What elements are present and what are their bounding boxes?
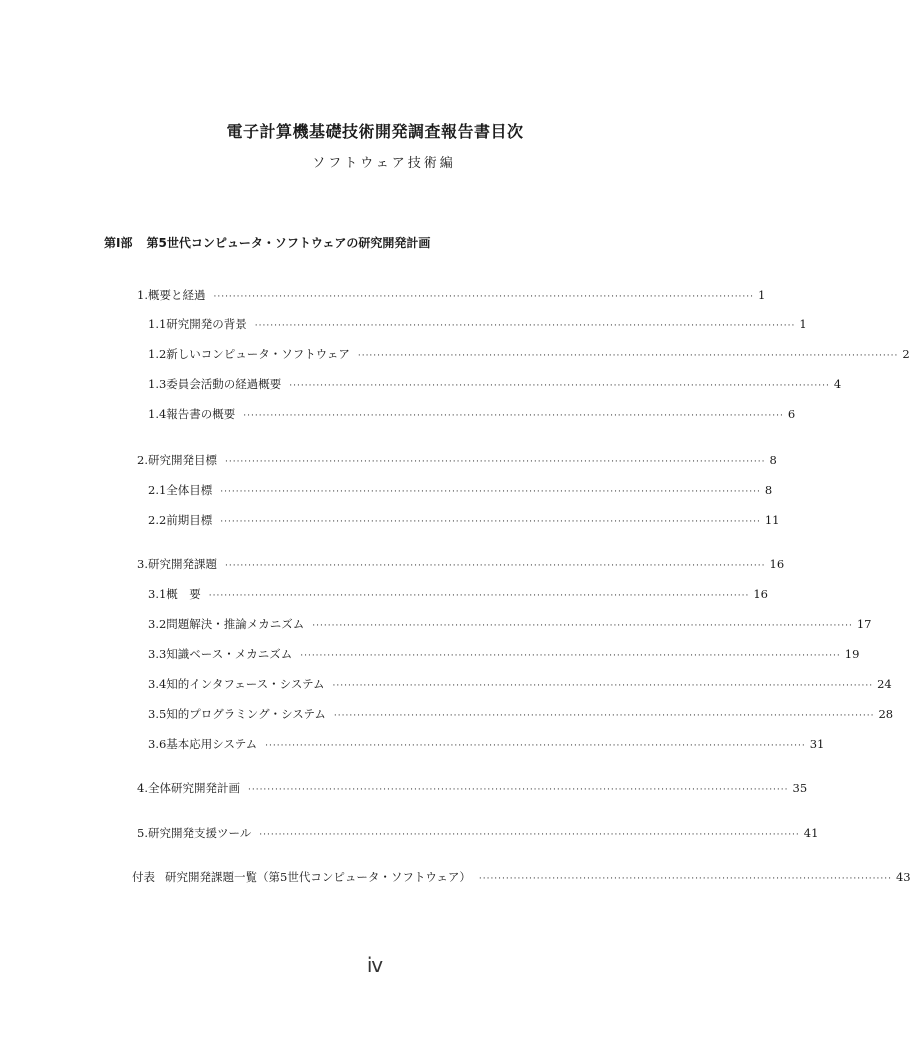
entry-page: 11 [764, 513, 780, 527]
toc-entry [148, 406, 796, 422]
entry-label: 全体研究開発計画 [147, 781, 240, 795]
entry-label: 概 要 [166, 587, 201, 601]
entry-label: 新しいコンピュータ・ソフトウェア [166, 347, 350, 361]
toc-entry [137, 452, 777, 468]
leader-dots: ············································································································································ [312, 621, 853, 631]
entry-page: 1 [758, 288, 766, 302]
entry-number: 3.5 [148, 707, 167, 721]
entry-page: 16 [753, 587, 768, 601]
entry-page: 41 [803, 826, 819, 840]
entry-page: 2 [902, 347, 910, 361]
entry-number: 1.1 [148, 317, 167, 331]
entry-number: 1.4 [148, 407, 167, 421]
part-heading [104, 234, 444, 251]
entry-number: 4. [137, 781, 148, 795]
appendix-leader: ··········································································································· [478, 874, 892, 884]
entry-number: 3.1 [148, 587, 167, 601]
entry-page: 31 [809, 737, 825, 751]
toc-entry [148, 676, 892, 692]
entry-page: 8 [764, 483, 773, 497]
document-title: 電子計算機基礎技術開発調査報告書目次 [226, 122, 524, 141]
toc-entry [148, 376, 842, 392]
leader-dots: ············································································································································ [220, 517, 761, 527]
entry-page: 6 [787, 407, 796, 421]
entry-label: 前期目標 [166, 513, 213, 527]
entry-number: 2. [137, 453, 148, 467]
document-subtitle: ソフトウェア技術編 [312, 156, 456, 171]
leader-dots: ············································································································································ [208, 591, 750, 601]
entry-number: 3.2 [148, 617, 167, 631]
entry-number: 3.3 [148, 647, 167, 661]
part-number: 第Ⅰ部 [104, 236, 133, 250]
entry-number: 2.1 [148, 483, 167, 497]
entry-label: 基本応用システム [166, 737, 258, 751]
leader-dots: ············································································································································ [224, 457, 766, 467]
leader-dots: ············································································································································ [224, 561, 766, 571]
leader-dots: ············································································································································ [332, 681, 874, 691]
entry-label: 全体目標 [166, 483, 213, 497]
leader-dots: ············································································································································ [300, 651, 841, 661]
leader-dots: ············································································································································ [259, 830, 800, 840]
entry-label: 知的インタフェース・システム [166, 677, 325, 691]
leader-dots: ············································································································································ [247, 785, 789, 795]
toc-entry [148, 736, 825, 752]
entry-page: 1 [799, 317, 807, 331]
entry-page: 16 [769, 557, 785, 571]
appendix-label: 研究開発課題一覧（第5世代コンピュータ・ソフトウェア） [165, 870, 471, 884]
entry-page: 28 [878, 707, 894, 721]
entry-label: 研究開発課題 [147, 557, 217, 571]
entry-label: 知的プログラミング・システム [166, 707, 326, 721]
toc-entry [148, 512, 780, 528]
toc-appendix [132, 869, 911, 885]
entry-label: 問題解決・推論メカニズム [166, 617, 305, 631]
entry-number: 3.4 [148, 677, 167, 691]
toc-entry [148, 482, 773, 498]
entry-label: 研究開発支援ツール [147, 826, 252, 840]
entry-page: 8 [769, 453, 777, 467]
toc-entry [148, 346, 910, 362]
toc-entry [137, 780, 808, 796]
entry-number: 1. [137, 288, 148, 302]
leader-dots: ············································································································································ [289, 381, 830, 391]
toc-entry [148, 616, 872, 632]
toc-entry [137, 287, 766, 303]
leader-dots: ············································································································································ [213, 292, 755, 302]
toc-entry [148, 316, 807, 332]
entry-number: 1.3 [148, 377, 167, 391]
entry-number: 3. [137, 557, 148, 571]
entry-label: 委員会活動の経過概要 [166, 377, 282, 391]
appendix-page: 43 [895, 870, 911, 884]
toc-entry [148, 706, 894, 722]
leader-dots: ············································································································································ [357, 351, 899, 361]
toc-entry [137, 825, 819, 841]
page-number: ⅳ [366, 953, 384, 977]
entry-number: 3.6 [148, 737, 167, 751]
part-title: 第5世代コンピュータ・ソフトウェアの研究開発計画 [146, 236, 431, 250]
entry-label: 報告書の概要 [166, 407, 236, 421]
entry-page: 17 [856, 617, 872, 631]
entry-label: 知識ベース・メカニズム [166, 647, 293, 661]
entry-number: 5. [137, 826, 148, 840]
entry-label: 研究開発目標 [147, 453, 217, 467]
entry-label: 研究開発の背景 [166, 317, 247, 331]
leader-dots: ············································································································································ [333, 711, 875, 721]
entry-page: 4 [833, 377, 842, 391]
toc-entry [148, 586, 768, 602]
toc-entry [137, 556, 785, 572]
entry-label: 概要と経過 [147, 288, 206, 302]
leader-dots: ············································································································································ [265, 741, 806, 751]
toc-entry [148, 646, 860, 662]
entry-page: 19 [844, 647, 860, 661]
entry-page: 24 [877, 677, 892, 691]
entry-page: 35 [792, 781, 808, 795]
leader-dots: ············································································································································ [254, 321, 796, 331]
entry-number: 1.2 [148, 347, 167, 361]
entry-number: 2.2 [148, 513, 167, 527]
leader-dots: ············································································································································ [243, 411, 784, 421]
leader-dots: ············································································································································ [220, 487, 761, 497]
appendix-number: 付表 [132, 870, 155, 884]
